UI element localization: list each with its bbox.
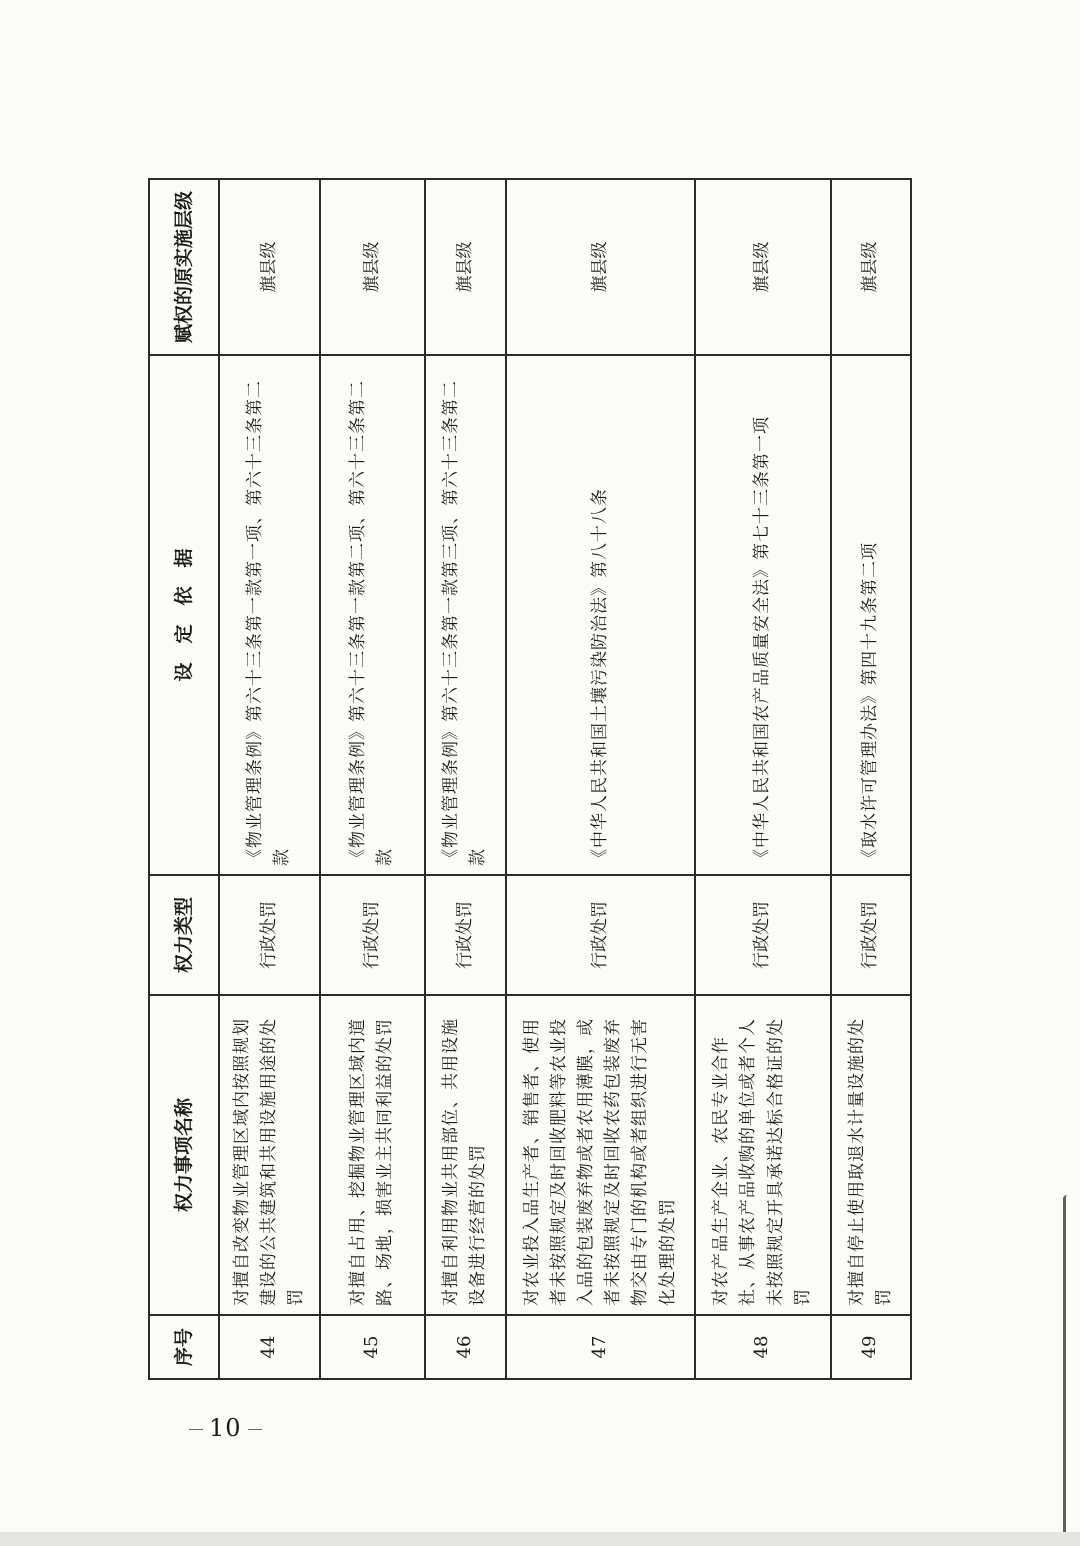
- row-no: 48: [695, 1315, 831, 1379]
- header-name: 权力事项名称: [149, 995, 219, 1315]
- row-type: 行政处罚: [831, 875, 912, 995]
- row-type: 行政处罚: [425, 875, 505, 995]
- page-number: 10: [183, 1414, 268, 1442]
- row-basis: 《物业管理条例》第六十三条第一款第三项、第六十三条第二款: [425, 355, 505, 875]
- header-type: 权力类型: [149, 875, 219, 995]
- table-row: [425, 179, 505, 1379]
- row-name: 对擅自停止使用取退水计量设施的处罚: [831, 995, 912, 1315]
- row-name: 对农业投入品生产者、销售者、使用者未按照规定及时回收肥料等农业投入品的包装废弃物或者农用薄膜，或者未按照规定及时回收农药包装废弃物交由专门的机构或者组织进行无害化处理的处罚: [506, 995, 695, 1315]
- row-no: 49: [831, 1315, 912, 1379]
- table-row: [506, 179, 695, 1379]
- power-items-table: [148, 178, 912, 1380]
- header-no: 序号: [149, 1315, 219, 1379]
- row-basis: 《取水许可管理办法》第四十九条第二项: [831, 355, 912, 875]
- row-no: 45: [320, 1315, 426, 1379]
- row-basis: 《物业管理条例》第六十三条第一款第一项、第六十三条第二款: [219, 355, 320, 875]
- row-name: 对农产品生产企业、农民专业合作社、从事农产品收购的单位或者个人未按照规定开具承诺达标合格证的处罚: [695, 995, 831, 1315]
- bottom-border: [0, 1532, 1080, 1546]
- table-row: [320, 179, 426, 1379]
- header-level: 赋权的原实施层级: [149, 179, 219, 355]
- row-type: 行政处罚: [506, 875, 695, 995]
- row-basis: 《中华人民共和国土壤污染防治法》第八十八条: [506, 355, 695, 875]
- row-name: 对擅自改变物业管理区域内按照规划建设的公共建筑和共用设施用途的处罚: [219, 995, 320, 1315]
- table-row: [831, 179, 912, 1379]
- row-no: 44: [219, 1315, 320, 1379]
- table-header-row: [149, 179, 219, 1379]
- row-level: 旗县级: [425, 179, 505, 355]
- row-level: 旗县级: [695, 179, 831, 355]
- row-level: 旗县级: [219, 179, 320, 355]
- row-level: 旗县级: [831, 179, 912, 355]
- row-no: 47: [506, 1315, 695, 1379]
- row-type: 行政处罚: [695, 875, 831, 995]
- row-basis: 《中华人民共和国农产品质量安全法》第七十三条第一项: [695, 355, 831, 875]
- header-basis: 设 定 依 据: [149, 355, 219, 875]
- row-level: 旗县级: [506, 179, 695, 355]
- row-name: 对擅自利用物业共用部位、共用设施设备进行经营的处罚: [425, 995, 505, 1315]
- row-basis: 《物业管理条例》第六十三条第一款第二项、第六十三条第二款: [320, 355, 426, 875]
- row-type: 行政处罚: [219, 875, 320, 995]
- row-level: 旗县级: [320, 179, 426, 355]
- row-name: 对擅自占用、挖掘物业管理区域内道路、场地，损害业主共同利益的处罚: [320, 995, 426, 1315]
- row-type: 行政处罚: [320, 875, 426, 995]
- rotated-table-container: [148, 180, 912, 1380]
- page-edge-shadow: [1063, 1195, 1074, 1535]
- table-row: [219, 179, 320, 1379]
- row-no: 46: [425, 1315, 505, 1379]
- table-row: [695, 179, 831, 1379]
